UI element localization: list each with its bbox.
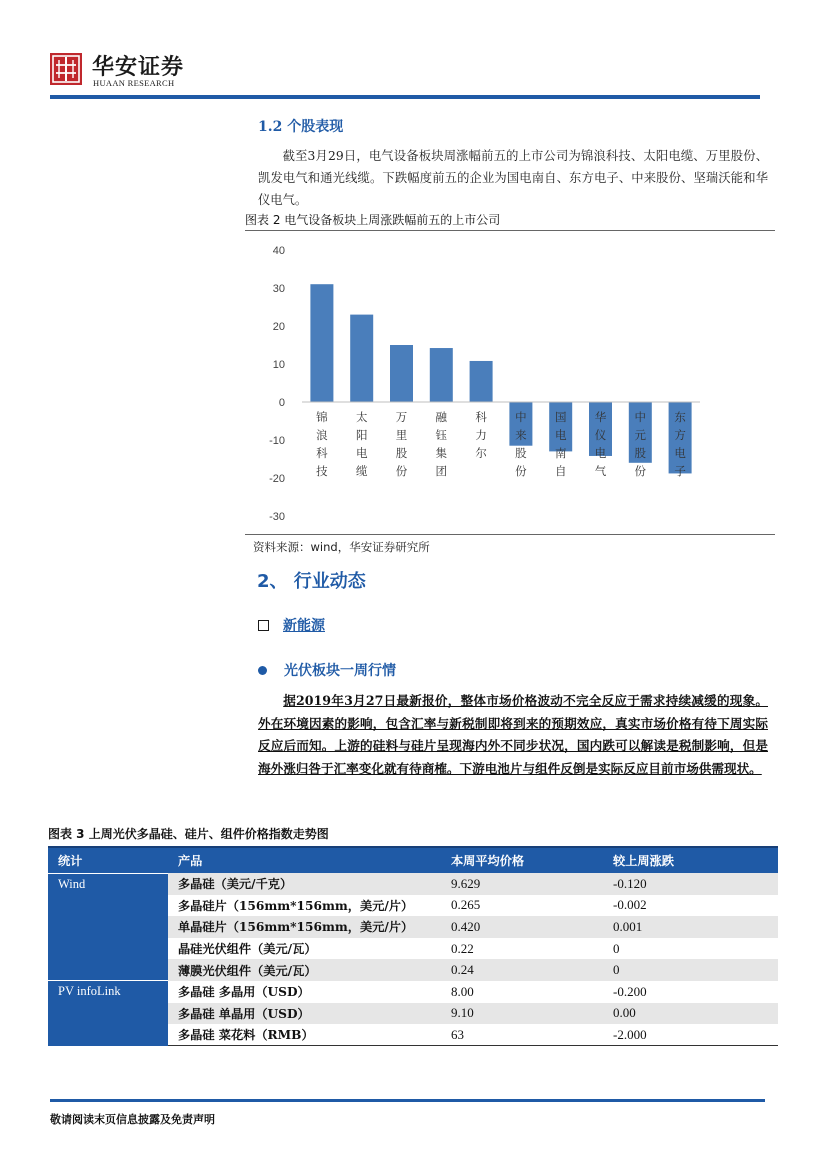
checkbox-square-icon — [258, 620, 269, 631]
change-cell: 0.001 — [603, 916, 778, 938]
price-cell: 0.22 — [451, 940, 474, 956]
change-cell: 0 — [603, 959, 778, 981]
col-header-product: 产品 — [168, 847, 441, 873]
brand-name-en: HUAAN RESEARCH — [93, 78, 175, 88]
figure2-chart — [245, 232, 775, 532]
bar-chart-svg — [245, 232, 775, 532]
price-cell: 9.629 — [441, 873, 603, 895]
product-cell: 晶硅光伏组件（美元/瓦） — [178, 942, 317, 957]
section-title-industry-news: 2、 行业动态 — [257, 571, 366, 592]
table-row — [48, 873, 778, 895]
change-cell: -0.120 — [603, 873, 778, 895]
bar-2 — [390, 345, 413, 402]
x-category-label: 国电南自 — [554, 410, 567, 478]
figure-top-rule — [245, 230, 775, 231]
col-header-source: 统计 — [48, 847, 168, 873]
x-category-label: 科力尔 — [475, 410, 487, 460]
section-title-stock-performance: 1.2 个股表现 — [258, 119, 344, 135]
pv-market-paragraph: 据2019年3月27日最新报价，整体市场价格波动不完全反应于需求持续减缓的现象。外在环境因素的影响，包含汇率与新税制即将到来的预期效应，真实市场价格有待下周实际反应后而知。上游的硅料与硅片呈现海内外不同步状况，国内跌可以解读是税制影响，但是海外涨归咎于汇率变化就有待商榷。下游电池片与组件反倒是实际反应目前市场供需现状。 — [258, 693, 768, 776]
y-tick-label: 0 — [278, 397, 285, 409]
price-cell: 0.420 — [441, 916, 603, 938]
product-cell: 薄膜光伏组件（美元/瓦） — [168, 959, 441, 981]
x-category-label: 融钰集团 — [435, 410, 448, 478]
subheading-pv-weekly — [258, 660, 396, 680]
huaan-seal-icon — [50, 53, 82, 85]
subheading-new-energy — [258, 615, 325, 635]
y-tick-label: 40 — [272, 245, 285, 257]
header-divider — [50, 95, 760, 99]
y-tick-label: 20 — [272, 321, 285, 333]
change-cell: -0.200 — [613, 983, 647, 999]
bar-4 — [470, 361, 493, 402]
brand-name-cn: 华安证券 — [92, 54, 185, 80]
change-cell: 0 — [613, 940, 620, 956]
table-header-row — [48, 847, 778, 873]
price-cell: 63 — [441, 1024, 603, 1046]
price-cell: 0.265 — [451, 897, 481, 913]
col-header-price: 本周平均价格 — [441, 847, 603, 873]
y-tick-label: 30 — [272, 283, 285, 295]
change-cell: -2.000 — [603, 1024, 778, 1046]
price-cell: 0.24 — [441, 959, 603, 981]
price-index-table — [48, 846, 778, 1046]
x-category-label: 锦浪科技 — [316, 410, 328, 478]
table3-caption: 图表 3 上周光伏多晶硅、硅片、组件价格指数走势图 — [48, 827, 329, 841]
product-cell: 多晶硅 菜花料（RMB） — [168, 1024, 441, 1046]
y-tick-label: -10 — [269, 435, 285, 447]
table-row — [48, 981, 778, 1003]
footer-disclaimer: 敬请阅读末页信息披露及免责声明 — [50, 1113, 215, 1126]
subheading-new-energy-label: 新能源 — [283, 618, 325, 634]
x-category-label: 华仪电气 — [594, 410, 607, 478]
col-header-change: 较上周涨跌 — [603, 847, 778, 873]
price-cell: 9.10 — [441, 1003, 603, 1025]
x-category-label: 中来股份 — [515, 410, 527, 478]
change-cell: -0.002 — [613, 897, 647, 913]
figure2-caption: 图表 2 电气设备板块上周涨跌幅前五的上市公司 — [245, 213, 501, 227]
product-cell: 多晶硅片（156mm*156mm，美元/片） — [178, 898, 414, 913]
bar-3 — [430, 348, 453, 402]
figure2-source: 资料来源：wind，华安证券研究所 — [253, 540, 430, 554]
product-cell: 多晶硅（美元/千克） — [168, 873, 441, 895]
x-category-label: 万里股份 — [395, 410, 408, 478]
product-cell: 多晶硅 单晶用（USD） — [168, 1003, 441, 1025]
group-label-pv-infolink: PV infoLink — [48, 981, 168, 1046]
product-cell: 单晶硅片（156mm*156mm，美元/片） — [168, 916, 441, 938]
footer-divider — [50, 1099, 765, 1102]
bullet-dot-icon — [258, 666, 267, 675]
price-cell: 8.00 — [451, 983, 474, 999]
x-category-label: 中元股份 — [634, 410, 647, 478]
y-tick-label: -20 — [269, 473, 285, 485]
bar-1 — [350, 315, 373, 402]
bar-0 — [310, 284, 333, 402]
stock-performance-paragraph: 截至3月29日，电气设备板块周涨幅前五的上市公司为锦浪科技、太阳电缆、万里股份、凯发电气和通光线缆。下跌幅度前五的企业为国电南自、东方电子、中来股份、坚瑞沃能和华仪电气。 — [258, 149, 768, 207]
y-tick-label: 10 — [272, 359, 285, 371]
figure-bottom-rule — [245, 534, 775, 535]
product-cell: 多晶硅 多晶用（USD） — [178, 985, 310, 1000]
subheading-pv-weekly-label: 光伏板块一周行情 — [284, 663, 396, 679]
x-category-label: 太阳电缆 — [355, 410, 368, 478]
group-label-wind: Wind — [48, 873, 168, 981]
x-category-label: 东方电子 — [674, 410, 686, 478]
change-cell: 0.00 — [603, 1003, 778, 1025]
y-tick-label: -30 — [269, 511, 285, 523]
